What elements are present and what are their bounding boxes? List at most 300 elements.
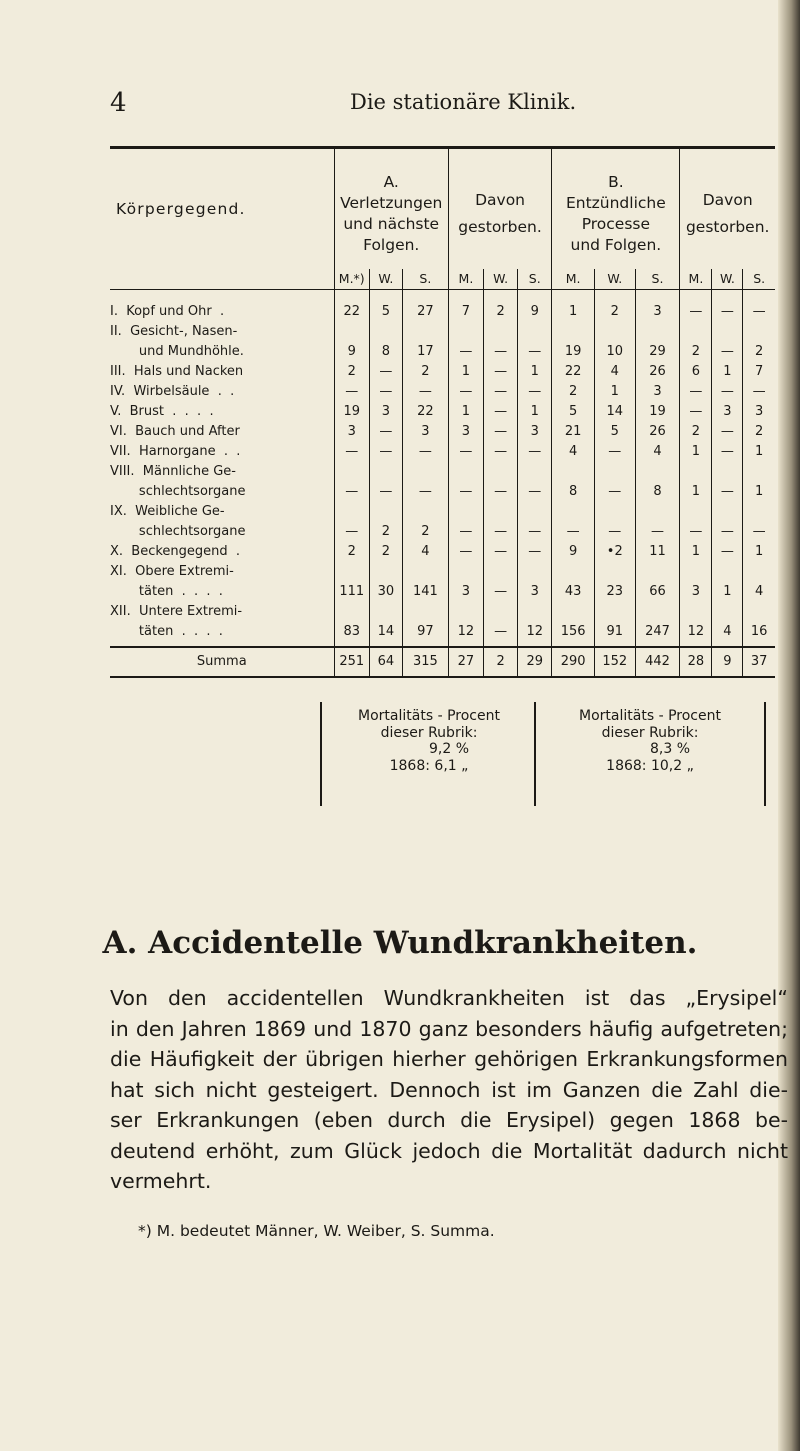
table-cell: 1: [680, 482, 712, 502]
table-cell: —: [402, 442, 448, 462]
summa-cell: 28: [680, 647, 712, 677]
text-line: hat sich nicht gesteigert. Dennoch ist im Ganzen die Zahl die-: [110, 1077, 788, 1102]
table-cell: 2: [595, 290, 636, 323]
table-cell: 3: [635, 290, 680, 323]
table-cell: [712, 562, 743, 582]
table-cell: 2: [334, 362, 369, 382]
table-cell: —: [712, 382, 743, 402]
table-cell: 26: [635, 422, 680, 442]
table-cell: 22: [552, 362, 595, 382]
summa-cell: 251: [334, 647, 369, 677]
table-cell: •2: [595, 542, 636, 562]
subheader-cell: W.: [369, 269, 402, 290]
table-cell: 2: [680, 342, 712, 362]
table-cell: —: [518, 482, 552, 502]
table-cell: 21: [552, 422, 595, 442]
page-edge-shadow: [778, 0, 800, 1451]
table-cell: [635, 462, 680, 482]
table-cell: 8: [635, 482, 680, 502]
group-line: A.: [383, 173, 399, 192]
table-cell: 1: [518, 362, 552, 382]
table-row: [110, 602, 775, 622]
table-cell: —: [484, 342, 518, 362]
table-cell: [369, 602, 402, 622]
table-cell: [448, 562, 483, 582]
table-cell: —: [743, 290, 775, 323]
table-cell: 29: [635, 342, 680, 362]
table-row: [110, 362, 775, 382]
table-cell: [595, 602, 636, 622]
table-cell: 1: [712, 362, 743, 382]
table-cell: 1: [743, 542, 775, 562]
table-row: [110, 342, 775, 362]
table-cell: [334, 462, 369, 482]
summa-label: Summa: [110, 647, 334, 677]
table-cell: 3: [448, 422, 483, 442]
table-cell: —: [448, 442, 483, 462]
table-cell: [484, 562, 518, 582]
table-cell: [484, 502, 518, 522]
row-label: II. Gesicht-, Nasen-: [110, 324, 238, 339]
table-cell: 4: [402, 542, 448, 562]
table-cell: 1: [448, 362, 483, 382]
subheader-cell: M.: [552, 269, 595, 290]
table-cell: 19: [635, 402, 680, 422]
subheader-cell: S.: [635, 269, 680, 290]
summa-cell: 64: [369, 647, 402, 677]
table-cell: —: [712, 422, 743, 442]
table-cell: [680, 322, 712, 342]
table-cell: —: [712, 342, 743, 362]
table-cell: 3: [712, 402, 743, 422]
table-cell: —: [369, 382, 402, 402]
table-cell: 19: [334, 402, 369, 422]
table-cell: [743, 602, 775, 622]
group-header: [552, 149, 680, 269]
table-cell: —: [484, 522, 518, 542]
table-cell: [712, 602, 743, 622]
group-header: [448, 149, 552, 269]
table-cell: 11: [635, 542, 680, 562]
table-cell: [552, 502, 595, 522]
table-cell: [712, 502, 743, 522]
text-line: vermehrt.: [110, 1169, 212, 1193]
table-cell: —: [448, 342, 483, 362]
table-cell: —: [712, 290, 743, 323]
running-head: [110, 88, 760, 118]
mortality-line: Mortalitäts - Procent: [579, 708, 721, 724]
table-cell: [369, 462, 402, 482]
table-cell: 1: [743, 442, 775, 462]
table-cell: —: [518, 442, 552, 462]
table-cell: [334, 562, 369, 582]
group-line: Processe: [581, 215, 651, 233]
group-line: Davon: [475, 191, 526, 210]
table-cell: 14: [595, 402, 636, 422]
section-title: A. Accidentelle Wundkrankheiten.: [102, 925, 698, 961]
table-cell: —: [680, 402, 712, 422]
table-cell: 3: [743, 402, 775, 422]
table-cell: 1: [595, 382, 636, 402]
table-cell: 1: [680, 442, 712, 462]
table-cell: 2: [402, 522, 448, 542]
table-cell: —: [518, 522, 552, 542]
table-cell: [552, 322, 595, 342]
table-cell: 3: [402, 422, 448, 442]
table-cell: [369, 502, 402, 522]
group-line: Verletzungen: [340, 194, 443, 213]
table-row: [110, 422, 775, 442]
group-header-row: [110, 149, 775, 269]
row-label: VIII. Männliche Ge-: [110, 464, 236, 479]
table-cell: 1: [743, 482, 775, 502]
table-cell: 4: [635, 442, 680, 462]
table-cell: 3: [448, 582, 483, 602]
table-row: [110, 462, 775, 482]
table-cell: 111: [334, 582, 369, 602]
table-cell: 12: [680, 622, 712, 647]
subheader-blank: [110, 269, 334, 290]
table-cell: 10: [595, 342, 636, 362]
table-cell: —: [484, 402, 518, 422]
text-line: in den Jahren 1869 und 1870 ganz besonders häufig aufgetreten;: [110, 1016, 788, 1041]
text-line: ser Erkrankungen (eben durch die Erysipel) gegen 1868 be-: [110, 1108, 788, 1132]
body-paragraph: [110, 983, 788, 1197]
table-cell: 2: [484, 290, 518, 323]
table-cell: [402, 562, 448, 582]
table-cell: —: [334, 482, 369, 502]
table-cell: 30: [369, 582, 402, 602]
table-cell: 2: [743, 342, 775, 362]
table-cell: [484, 322, 518, 342]
table-row: [110, 582, 775, 602]
table-cell: [552, 462, 595, 482]
table-cell: 1: [552, 290, 595, 323]
table-cell: 12: [518, 622, 552, 647]
table-cell: 2: [552, 382, 595, 402]
table-cell: 5: [552, 402, 595, 422]
table-cell: —: [448, 382, 483, 402]
table-cell: 23: [595, 582, 636, 602]
table-cell: [552, 562, 595, 582]
table-cell: —: [448, 482, 483, 502]
table-cell: 22: [402, 402, 448, 422]
table-cell: —: [334, 442, 369, 462]
summa-cell: 27: [448, 647, 483, 677]
table-cell: [680, 462, 712, 482]
row-label: X. Beckengegend .: [110, 544, 241, 559]
table-cell: [334, 502, 369, 522]
row-label: schlechtsorgane: [110, 524, 246, 539]
group-line: und Folgen.: [570, 235, 662, 254]
table-cell: [595, 562, 636, 582]
table-cell: 9: [334, 342, 369, 362]
table-cell: —: [680, 382, 712, 402]
group-line: und nächste: [343, 215, 440, 233]
table-cell: 3: [334, 422, 369, 442]
table-cell: [595, 502, 636, 522]
mortality-line: 1868: 6,1 „: [389, 757, 469, 774]
table-row: [110, 542, 775, 562]
row-label: I. Kopf und Ohr .: [110, 304, 225, 319]
table-cell: [369, 322, 402, 342]
table-cell: 2: [743, 422, 775, 442]
table-row: [110, 562, 775, 582]
table-row: [110, 290, 775, 323]
subheader-cell: S.: [518, 269, 552, 290]
table-cell: [635, 322, 680, 342]
subheader-cell: W.: [595, 269, 636, 290]
group-line: Entzündliche: [565, 194, 666, 213]
table-cell: —: [402, 382, 448, 402]
table-body: [110, 290, 775, 678]
table-cell: —: [552, 522, 595, 542]
table-cell: 7: [448, 290, 483, 323]
subheader-cell: W.: [712, 269, 743, 290]
group-line: gestorben.: [458, 218, 542, 236]
table-cell: —: [712, 542, 743, 562]
group-line: Folgen.: [363, 235, 420, 254]
row-label: XI. Obere Extremi-: [110, 564, 234, 579]
table-cell: [448, 502, 483, 522]
table-cell: 3: [518, 422, 552, 442]
table-cell: [680, 502, 712, 522]
subheader-cell: M.: [448, 269, 483, 290]
table-cell: 2: [334, 542, 369, 562]
table-cell: [334, 322, 369, 342]
mortality-line: dieser Rubrik:: [380, 724, 478, 741]
table-cell: —: [743, 382, 775, 402]
mortality-line: Mortalitäts - Procent: [358, 708, 500, 724]
table-row: [110, 522, 775, 542]
table-cell: [680, 602, 712, 622]
summa-cell: 29: [518, 647, 552, 677]
table-cell: —: [402, 482, 448, 502]
table-cell: —: [334, 382, 369, 402]
subheader-cell: M.: [680, 269, 712, 290]
text-line: die Häufigkeit der übrigen hierher gehörigen Erkrankungsformen: [110, 1047, 788, 1071]
table-cell: 9: [518, 290, 552, 323]
table-cell: 22: [334, 290, 369, 323]
table-cell: 19: [552, 342, 595, 362]
table-cell: [484, 602, 518, 622]
text-line: Von den accidentellen Wundkrankheiten ist das „Erysipel“: [110, 986, 788, 1010]
table-cell: [484, 462, 518, 482]
footnote: *) M. bedeutet Männer, W. Weiber, S. Summa.: [138, 1222, 495, 1240]
table-cell: [518, 502, 552, 522]
table-cell: 7: [743, 362, 775, 382]
group-line: Davon: [702, 191, 753, 210]
table-cell: [334, 602, 369, 622]
table-cell: 12: [448, 622, 483, 647]
row-label: XII. Untere Extremi-: [110, 604, 243, 619]
mortality-box-a: [320, 702, 536, 806]
subheader-cell: M.*): [334, 269, 369, 290]
table-cell: 3: [518, 582, 552, 602]
table-cell: —: [448, 522, 483, 542]
table-cell: —: [712, 442, 743, 462]
table-cell: [680, 562, 712, 582]
table-cell: [402, 462, 448, 482]
table-cell: —: [484, 582, 518, 602]
page-number: 4: [110, 88, 127, 118]
summa-cell: 290: [552, 647, 595, 677]
table-cell: —: [743, 522, 775, 542]
table-cell: 43: [552, 582, 595, 602]
group-line: gestorben.: [685, 218, 770, 236]
table-cell: —: [369, 422, 402, 442]
table-cell: 5: [595, 422, 636, 442]
table-cell: [743, 562, 775, 582]
table-cell: —: [518, 382, 552, 402]
table-cell: —: [680, 290, 712, 323]
row-label: täten . . . .: [110, 624, 223, 639]
table-cell: —: [484, 362, 518, 382]
mortality-line: 9,2 %: [428, 741, 470, 757]
table-cell: 156: [552, 622, 595, 647]
table-cell: [743, 502, 775, 522]
table-cell: 1: [680, 542, 712, 562]
table-cell: [743, 322, 775, 342]
table-cell: 1: [448, 402, 483, 422]
mortality-box-b: [534, 702, 766, 806]
table-cell: [635, 602, 680, 622]
table-cell: 247: [635, 622, 680, 647]
table-cell: 141: [402, 582, 448, 602]
table-cell: [743, 462, 775, 482]
table-cell: —: [595, 442, 636, 462]
table-cell: 9: [552, 542, 595, 562]
table-cell: 83: [334, 622, 369, 647]
row-label: IX. Weibliche Ge-: [110, 504, 225, 519]
table-cell: —: [595, 522, 636, 542]
summa-cell: 2: [484, 647, 518, 677]
table-cell: [712, 462, 743, 482]
table-cell: 17: [402, 342, 448, 362]
table-cell: [448, 322, 483, 342]
table-cell: 2: [369, 542, 402, 562]
table-cell: 14: [369, 622, 402, 647]
table-cell: 6: [680, 362, 712, 382]
row-label: täten . . . .: [110, 584, 223, 599]
table-cell: [402, 602, 448, 622]
table-cell: —: [448, 542, 483, 562]
statistics-table: [110, 149, 775, 678]
table-cell: —: [712, 482, 743, 502]
table-cell: [448, 602, 483, 622]
table-cell: —: [484, 422, 518, 442]
row-label: VII. Harnorgane . .: [110, 444, 241, 459]
table-cell: [518, 462, 552, 482]
table-cell: 2: [369, 522, 402, 542]
table-cell: 66: [635, 582, 680, 602]
table-cell: 4: [595, 362, 636, 382]
summa-cell: 152: [595, 647, 636, 677]
group-header: [334, 149, 448, 269]
table-cell: 4: [552, 442, 595, 462]
table-cell: —: [635, 522, 680, 542]
row-label: schlechtsorgane: [110, 484, 246, 499]
table-cell: 4: [743, 582, 775, 602]
table-row: [110, 402, 775, 422]
table-cell: —: [484, 482, 518, 502]
table-cell: [448, 462, 483, 482]
table-row: [110, 482, 775, 502]
table-cell: —: [484, 382, 518, 402]
table-row: [110, 322, 775, 342]
table-cell: 5: [369, 290, 402, 323]
table-cell: [518, 602, 552, 622]
corner-label: Körpergegend.: [116, 199, 246, 218]
running-title: Die stationäre Klinik.: [350, 90, 577, 114]
group-header: [680, 149, 775, 269]
table-row: [110, 382, 775, 402]
table-cell: [402, 502, 448, 522]
table-cell: —: [518, 542, 552, 562]
row-label: und Mundhöhle.: [110, 344, 244, 359]
table-row: [110, 622, 775, 647]
table-cell: 2: [680, 422, 712, 442]
table-cell: [712, 322, 743, 342]
table-cell: [595, 462, 636, 482]
summa-cell: 37: [743, 647, 775, 677]
table-cell: —: [484, 622, 518, 647]
table-cell: —: [369, 442, 402, 462]
mortality-line: 8,3 %: [649, 741, 691, 757]
table-cell: [402, 322, 448, 342]
row-label: V. Brust . . . .: [110, 404, 214, 419]
table-cell: 1: [712, 582, 743, 602]
table-cell: 27: [402, 290, 448, 323]
table-cell: —: [680, 522, 712, 542]
table-cell: 3: [635, 382, 680, 402]
row-label: IV. Wirbelsäule . .: [110, 384, 235, 399]
subheader-cell: W.: [484, 269, 518, 290]
table-cell: —: [484, 542, 518, 562]
table-cell: —: [595, 482, 636, 502]
table-cell: 2: [402, 362, 448, 382]
table-cell: —: [369, 362, 402, 382]
table-cell: 3: [680, 582, 712, 602]
mortality-line: dieser Rubrik:: [601, 724, 699, 741]
table-cell: [595, 322, 636, 342]
table-cell: 26: [635, 362, 680, 382]
table-cell: —: [518, 342, 552, 362]
summa-cell: 442: [635, 647, 680, 677]
summa-cell: 315: [402, 647, 448, 677]
subheader-row: [110, 269, 775, 290]
row-label: VI. Bauch und After: [110, 424, 240, 439]
summa-row: [110, 647, 775, 677]
table-cell: —: [484, 442, 518, 462]
table-row: [110, 502, 775, 522]
table-cell: —: [334, 522, 369, 542]
subheader-cell: S.: [402, 269, 448, 290]
table-cell: 91: [595, 622, 636, 647]
table-cell: [369, 562, 402, 582]
subheader-cell: S.: [743, 269, 775, 290]
table-cell: [518, 562, 552, 582]
table-cell: 1: [518, 402, 552, 422]
text-line: deutend erhöht, zum Glück jedoch die Mortalität dadurch nicht: [110, 1138, 788, 1163]
table-cell: —: [369, 482, 402, 502]
table-cell: 4: [712, 622, 743, 647]
table-cell: 8: [369, 342, 402, 362]
table-cell: 3: [369, 402, 402, 422]
summa-cell: 9: [712, 647, 743, 677]
row-label: III. Hals und Nacken: [110, 364, 244, 379]
table-cell: —: [712, 522, 743, 542]
